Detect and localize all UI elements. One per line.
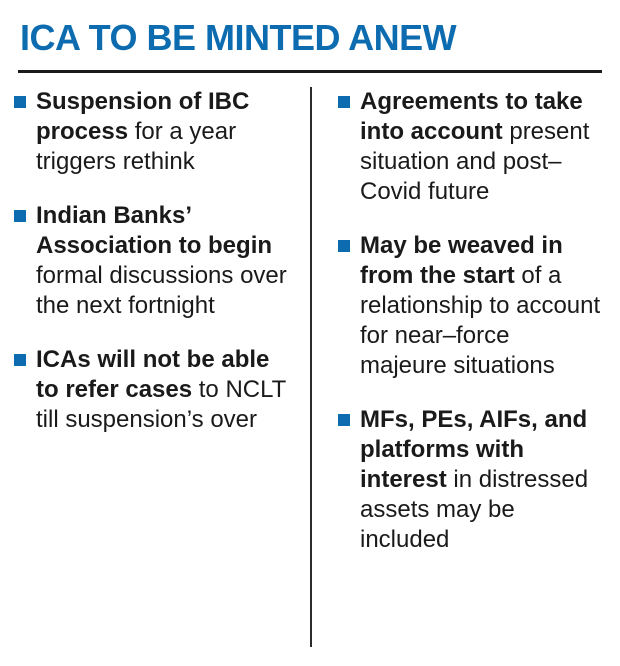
list-item-emphasis: Agreements to take into account bbox=[360, 88, 583, 145]
list-item-rest: formal discussions over the next fortnight bbox=[36, 262, 287, 319]
page-title: ICA TO BE MINTED ANEW bbox=[20, 17, 457, 58]
title-divider bbox=[18, 70, 602, 73]
list-item-text bbox=[360, 231, 602, 381]
list-item-rest: in distressed assets may be included bbox=[360, 466, 589, 553]
list-item bbox=[338, 405, 602, 555]
square-bullet-icon bbox=[338, 96, 350, 108]
list-item-emphasis: MFs, PEs, AIFs, and platforms with interest bbox=[360, 406, 588, 493]
list-item-text bbox=[36, 345, 294, 435]
list-item bbox=[338, 87, 602, 207]
list-item-rest: for a year triggers rethink bbox=[36, 118, 237, 175]
list-item-emphasis: Suspension of IBC process bbox=[36, 88, 250, 145]
list-item-text bbox=[360, 87, 602, 207]
list-item-emphasis: May be weaved in from the start bbox=[360, 232, 563, 289]
list-item bbox=[338, 231, 602, 381]
list-item-rest: to NCLT till suspension’s over bbox=[36, 376, 286, 433]
list-item bbox=[14, 201, 294, 321]
list-item-rest: present situation and post–Covid future bbox=[360, 118, 590, 205]
bullet-columns bbox=[14, 87, 606, 647]
square-bullet-icon bbox=[14, 210, 26, 222]
square-bullet-icon bbox=[14, 96, 26, 108]
list-item bbox=[14, 345, 294, 435]
list-item-text bbox=[36, 201, 294, 321]
square-bullet-icon bbox=[338, 414, 350, 426]
square-bullet-icon bbox=[338, 240, 350, 252]
list-item-text bbox=[36, 87, 294, 177]
list-item-rest: of a relationship to account for near–force majeure situations bbox=[360, 262, 601, 379]
list-item-text bbox=[360, 405, 602, 555]
left-column bbox=[14, 87, 310, 647]
list-item-emphasis: Indian Banks’ Association to begin bbox=[36, 202, 273, 259]
list-item-emphasis: ICAs will not be able to refer cases bbox=[36, 346, 270, 403]
list-item bbox=[14, 87, 294, 177]
right-column bbox=[310, 87, 606, 647]
square-bullet-icon bbox=[14, 354, 26, 366]
